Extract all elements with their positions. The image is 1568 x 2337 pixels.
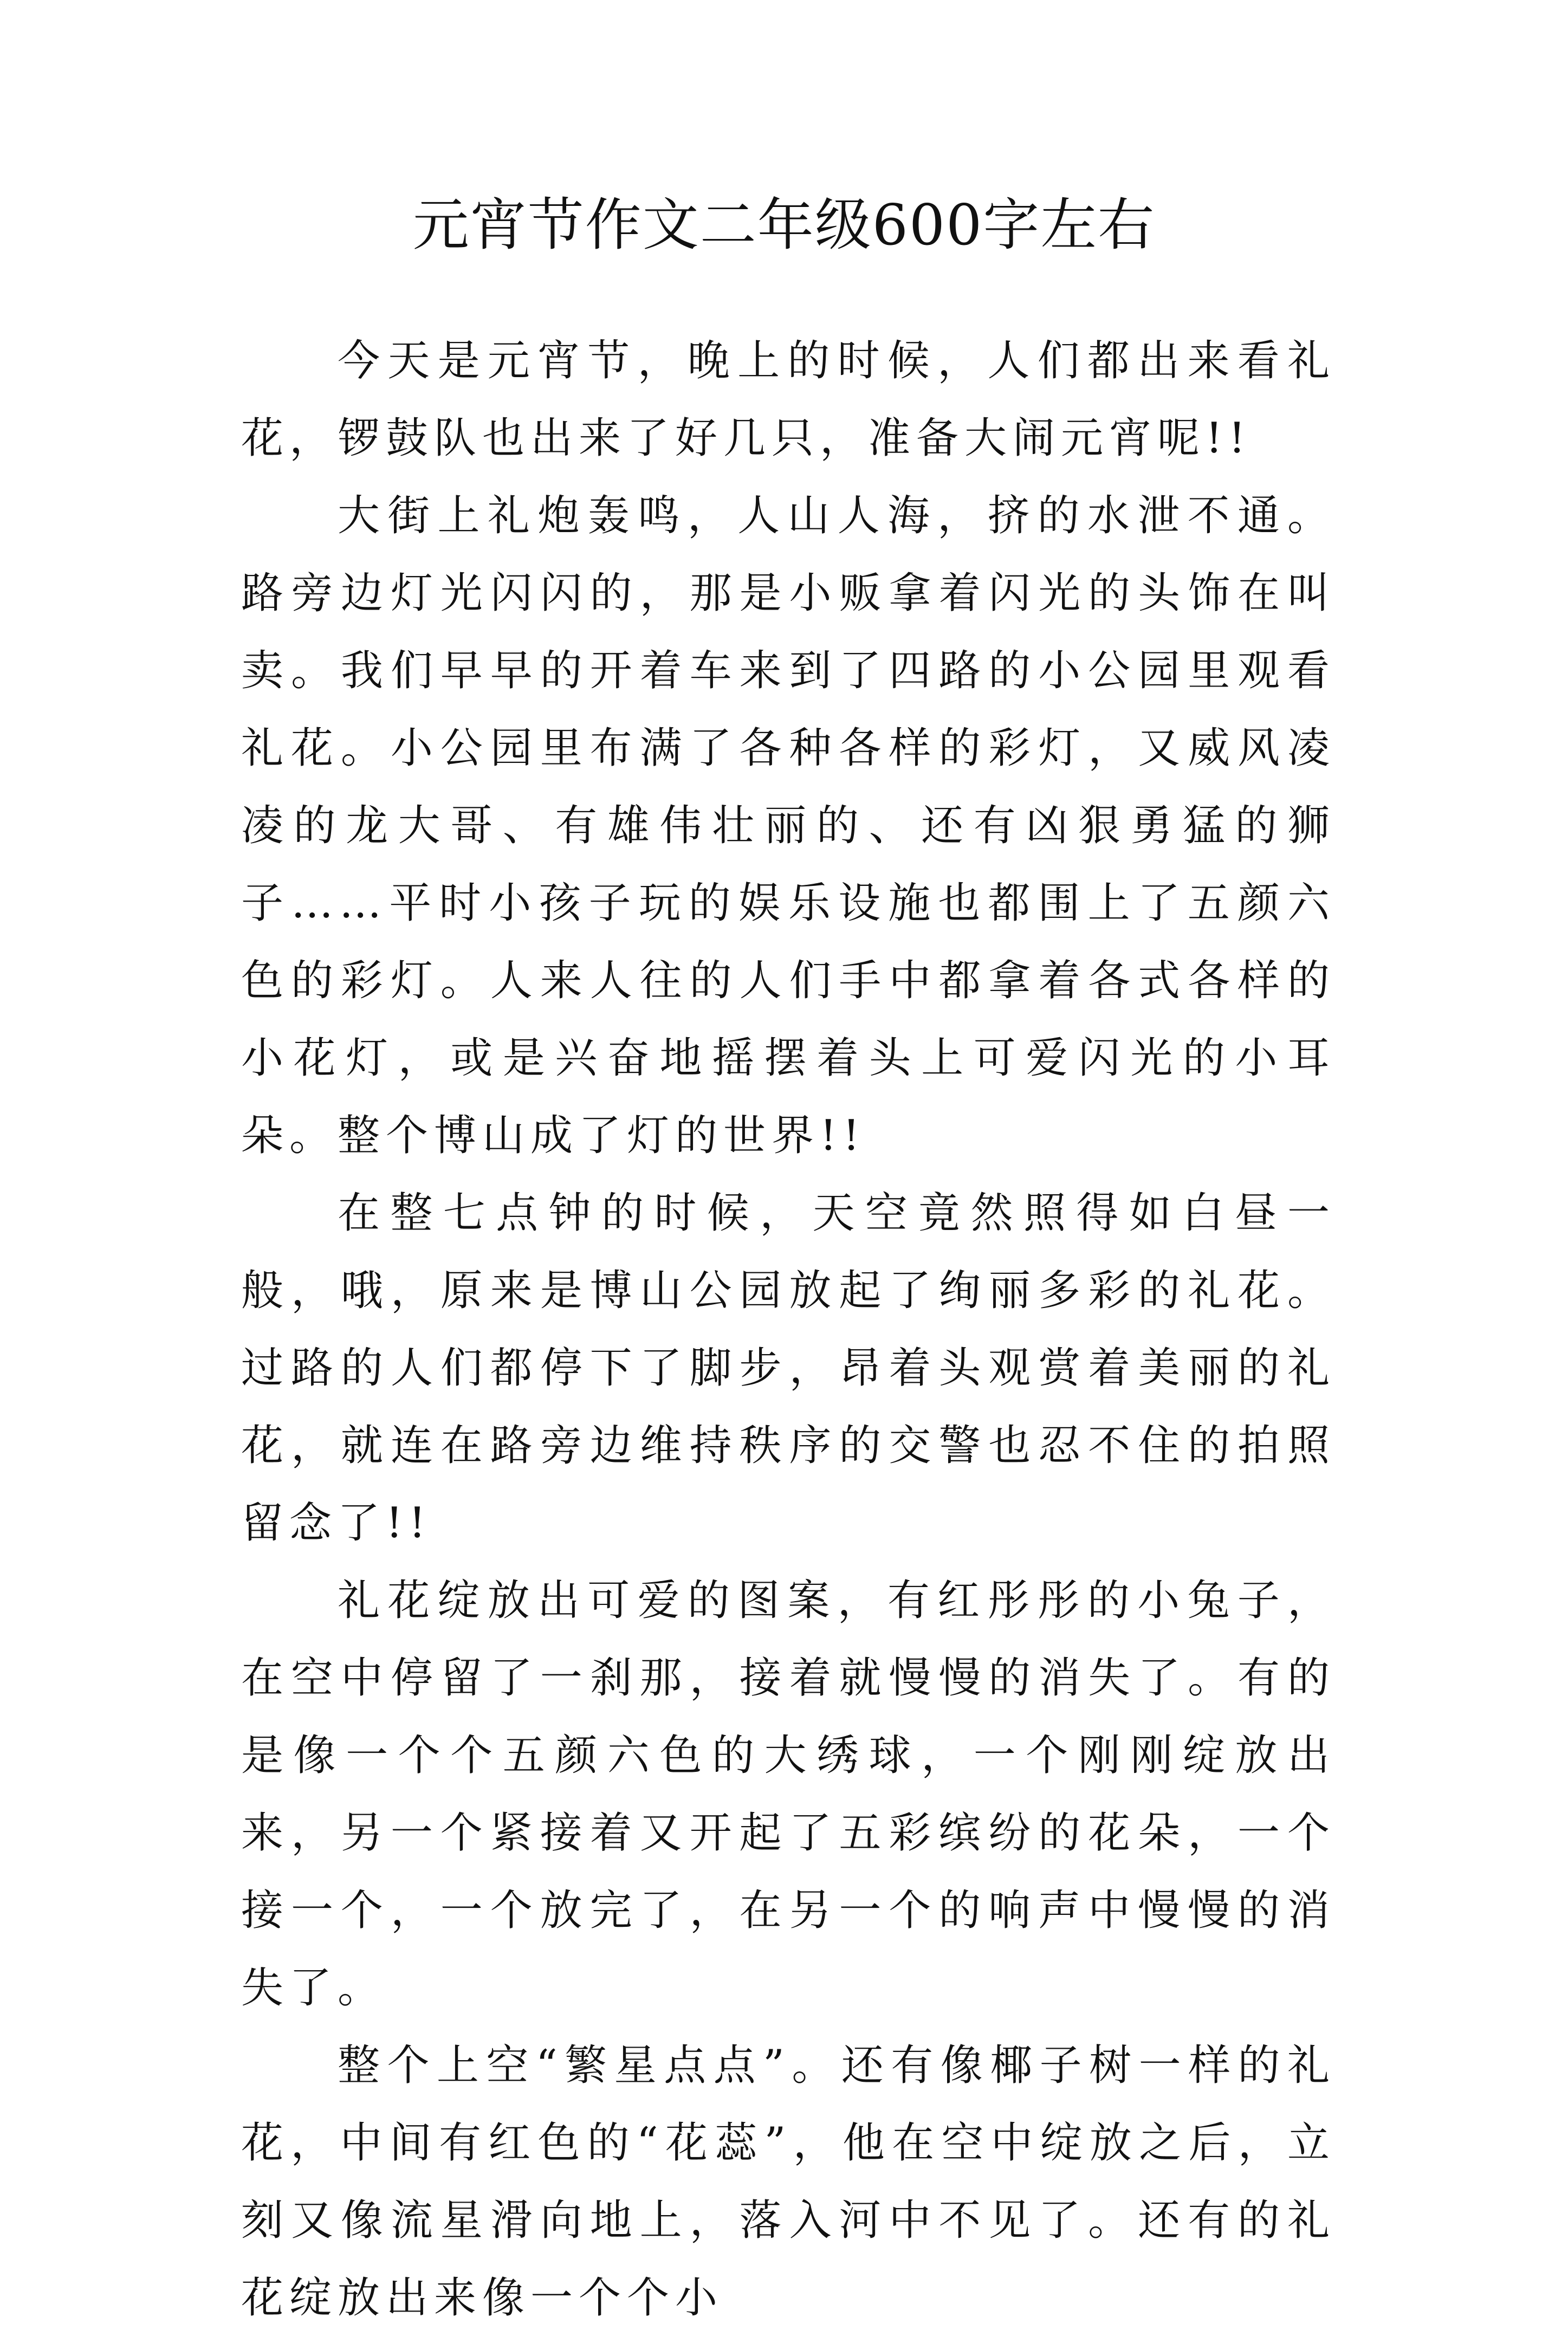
paragraph: 大街上礼炮轰鸣，人山人海，挤的水泄不通。路旁边灯光闪闪的，那是小贩拿着闪光的头饰在叫卖。我们早早的开着车来到了四路的小公园里观看礼花。小公园里布满了各种各样的彩灯，又威风凌凌的龙大哥、有雄伟壮丽的、还有凶狠勇猛的狮子……平时小孩子玩的娱乐设施也都围上了五颜六色的彩灯。人来人往的人们手中都拿着各式各样的小花灯，或是兴奋地摇摆着头上可爱闪光的小耳朵。整个博山成了灯的世界!!	[241, 491, 1336, 1160]
document-body	[241, 322, 1336, 2337]
paragraph: 在整七点钟的时候，天空竟然照得如白昼一般，哦，原来是博山公园放起了绚丽多彩的礼花。过路的人们都停下了脚步，昂着头观赏着美丽的礼花，就连在路旁边维持秩序的交警也忍不住的拍照留念了!!	[241, 1189, 1336, 1548]
document-title: 元宵节作文二年级600字左右	[412, 192, 1156, 258]
paragraph: 整个上空“繁星点点”。还有像椰子树一样的礼花，中间有红色的“花蕊”，他在空中绽放之后，立刻又像流星滑向地上，落入河中不见了。还有的礼花绽放出来像一个个小	[241, 2041, 1336, 2322]
paragraph: 今天是元宵节，晚上的时候，人们都出来看礼花，锣鼓队也出来了好几只，准备大闹元宵呢!!	[241, 336, 1336, 463]
paragraph: 礼花绽放出可爱的图案，有红彤彤的小兔子，在空中停留了一刹那，接着就慢慢的消失了。有的是像一个个五颜六色的大绣球，一个刚刚绽放出来，另一个紧接着又开起了五彩缤纷的花朵，一个接一个，一个放完了，在另一个的响声中慢慢的消失了。	[241, 1576, 1336, 2012]
